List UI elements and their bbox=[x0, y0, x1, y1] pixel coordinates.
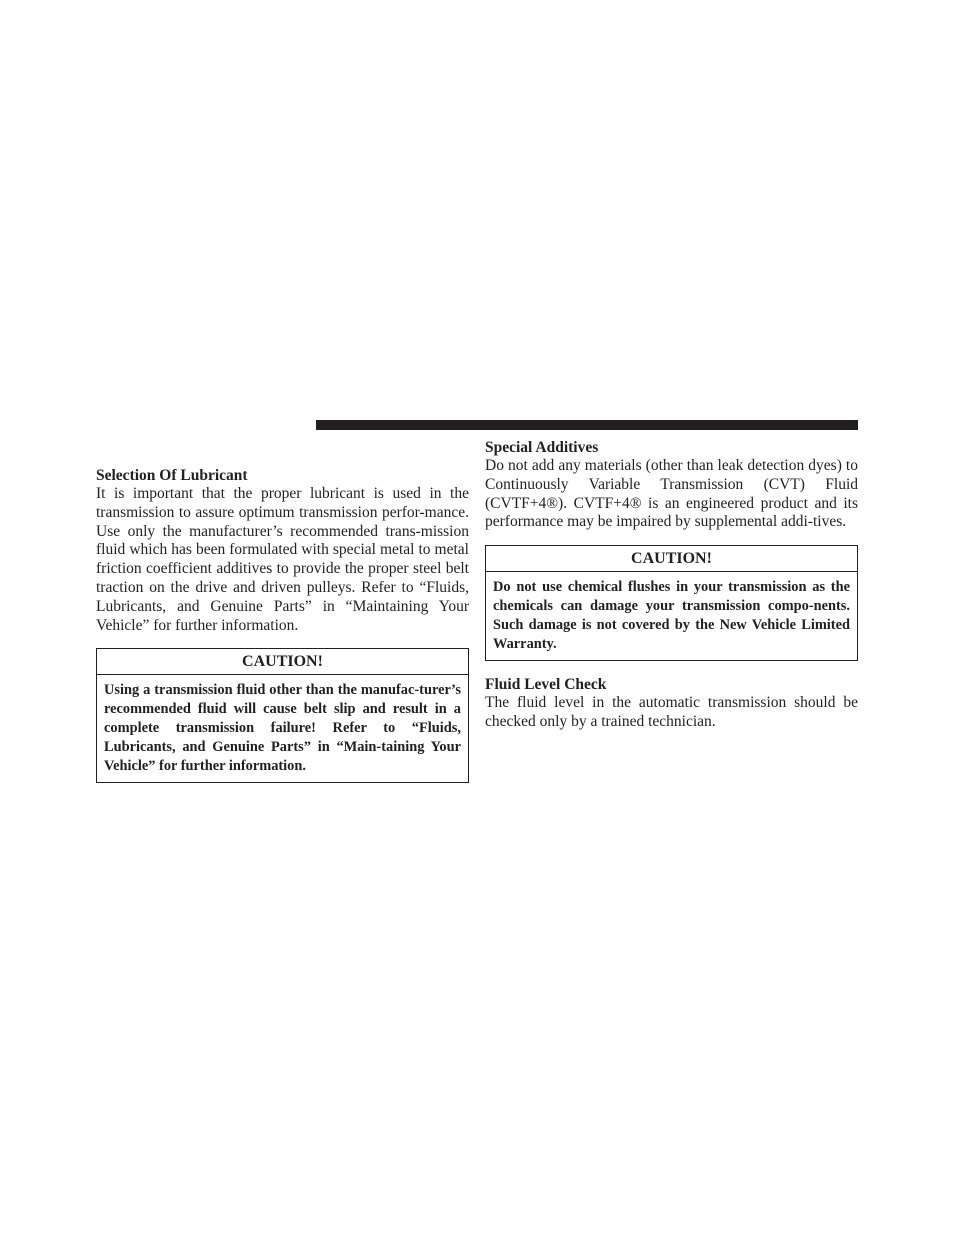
selection-of-lubricant-heading: Selection Of Lubricant bbox=[96, 467, 248, 484]
caution-text: Using a transmission fluid other than the manufac-turer’s recommended fluid will cause belt slip and result in a complete transmission failure! Refer to “Fluids, Lubricants, and Genuine Parts” in “Main-taining Your Vehicle” for further information. bbox=[104, 682, 461, 774]
caution-box-lubricant bbox=[96, 648, 469, 783]
right-column bbox=[485, 438, 858, 732]
special-additives-text: Do not add any materials (other than leak detection dyes) to Continuously Variable Transmission (CVT) Fluid (CVTF+4®). CVTF+4® is an engineered product and its performance may be impaired by supplemental addi-tives. bbox=[485, 457, 858, 531]
selection-of-lubricant-text: It is important that the proper lubricant is used in the transmission to assure optimum transmission perfor-mance. Use only the manufacturer’s recommended trans-mission fluid which has been formulated with special metal to metal friction coefficient additives to provide the proper steel belt traction on the drive and driven pulleys. Refer to “Fluids, Lubricants, and Genuine Parts” in “Maintaining Your Vehicle” for further information. bbox=[96, 485, 469, 634]
special-additives-heading: Special Additives bbox=[485, 439, 599, 456]
caution-title: CAUTION! bbox=[97, 649, 468, 675]
left-column bbox=[96, 466, 469, 783]
caution-box-flushes bbox=[485, 545, 858, 661]
fluid-level-check-text: The fluid level in the automatic transmission should be checked only by a trained technician. bbox=[485, 694, 858, 731]
caution-title: CAUTION! bbox=[486, 546, 857, 572]
section-header-bar bbox=[316, 420, 858, 430]
fluid-level-check-heading: Fluid Level Check bbox=[485, 676, 607, 694]
caution-text: Do not use chemical flushes in your transmission as the chemicals can damage your transmission compo-nents. Such damage is not covered by the New Vehicle Limited Warranty. bbox=[493, 579, 850, 652]
